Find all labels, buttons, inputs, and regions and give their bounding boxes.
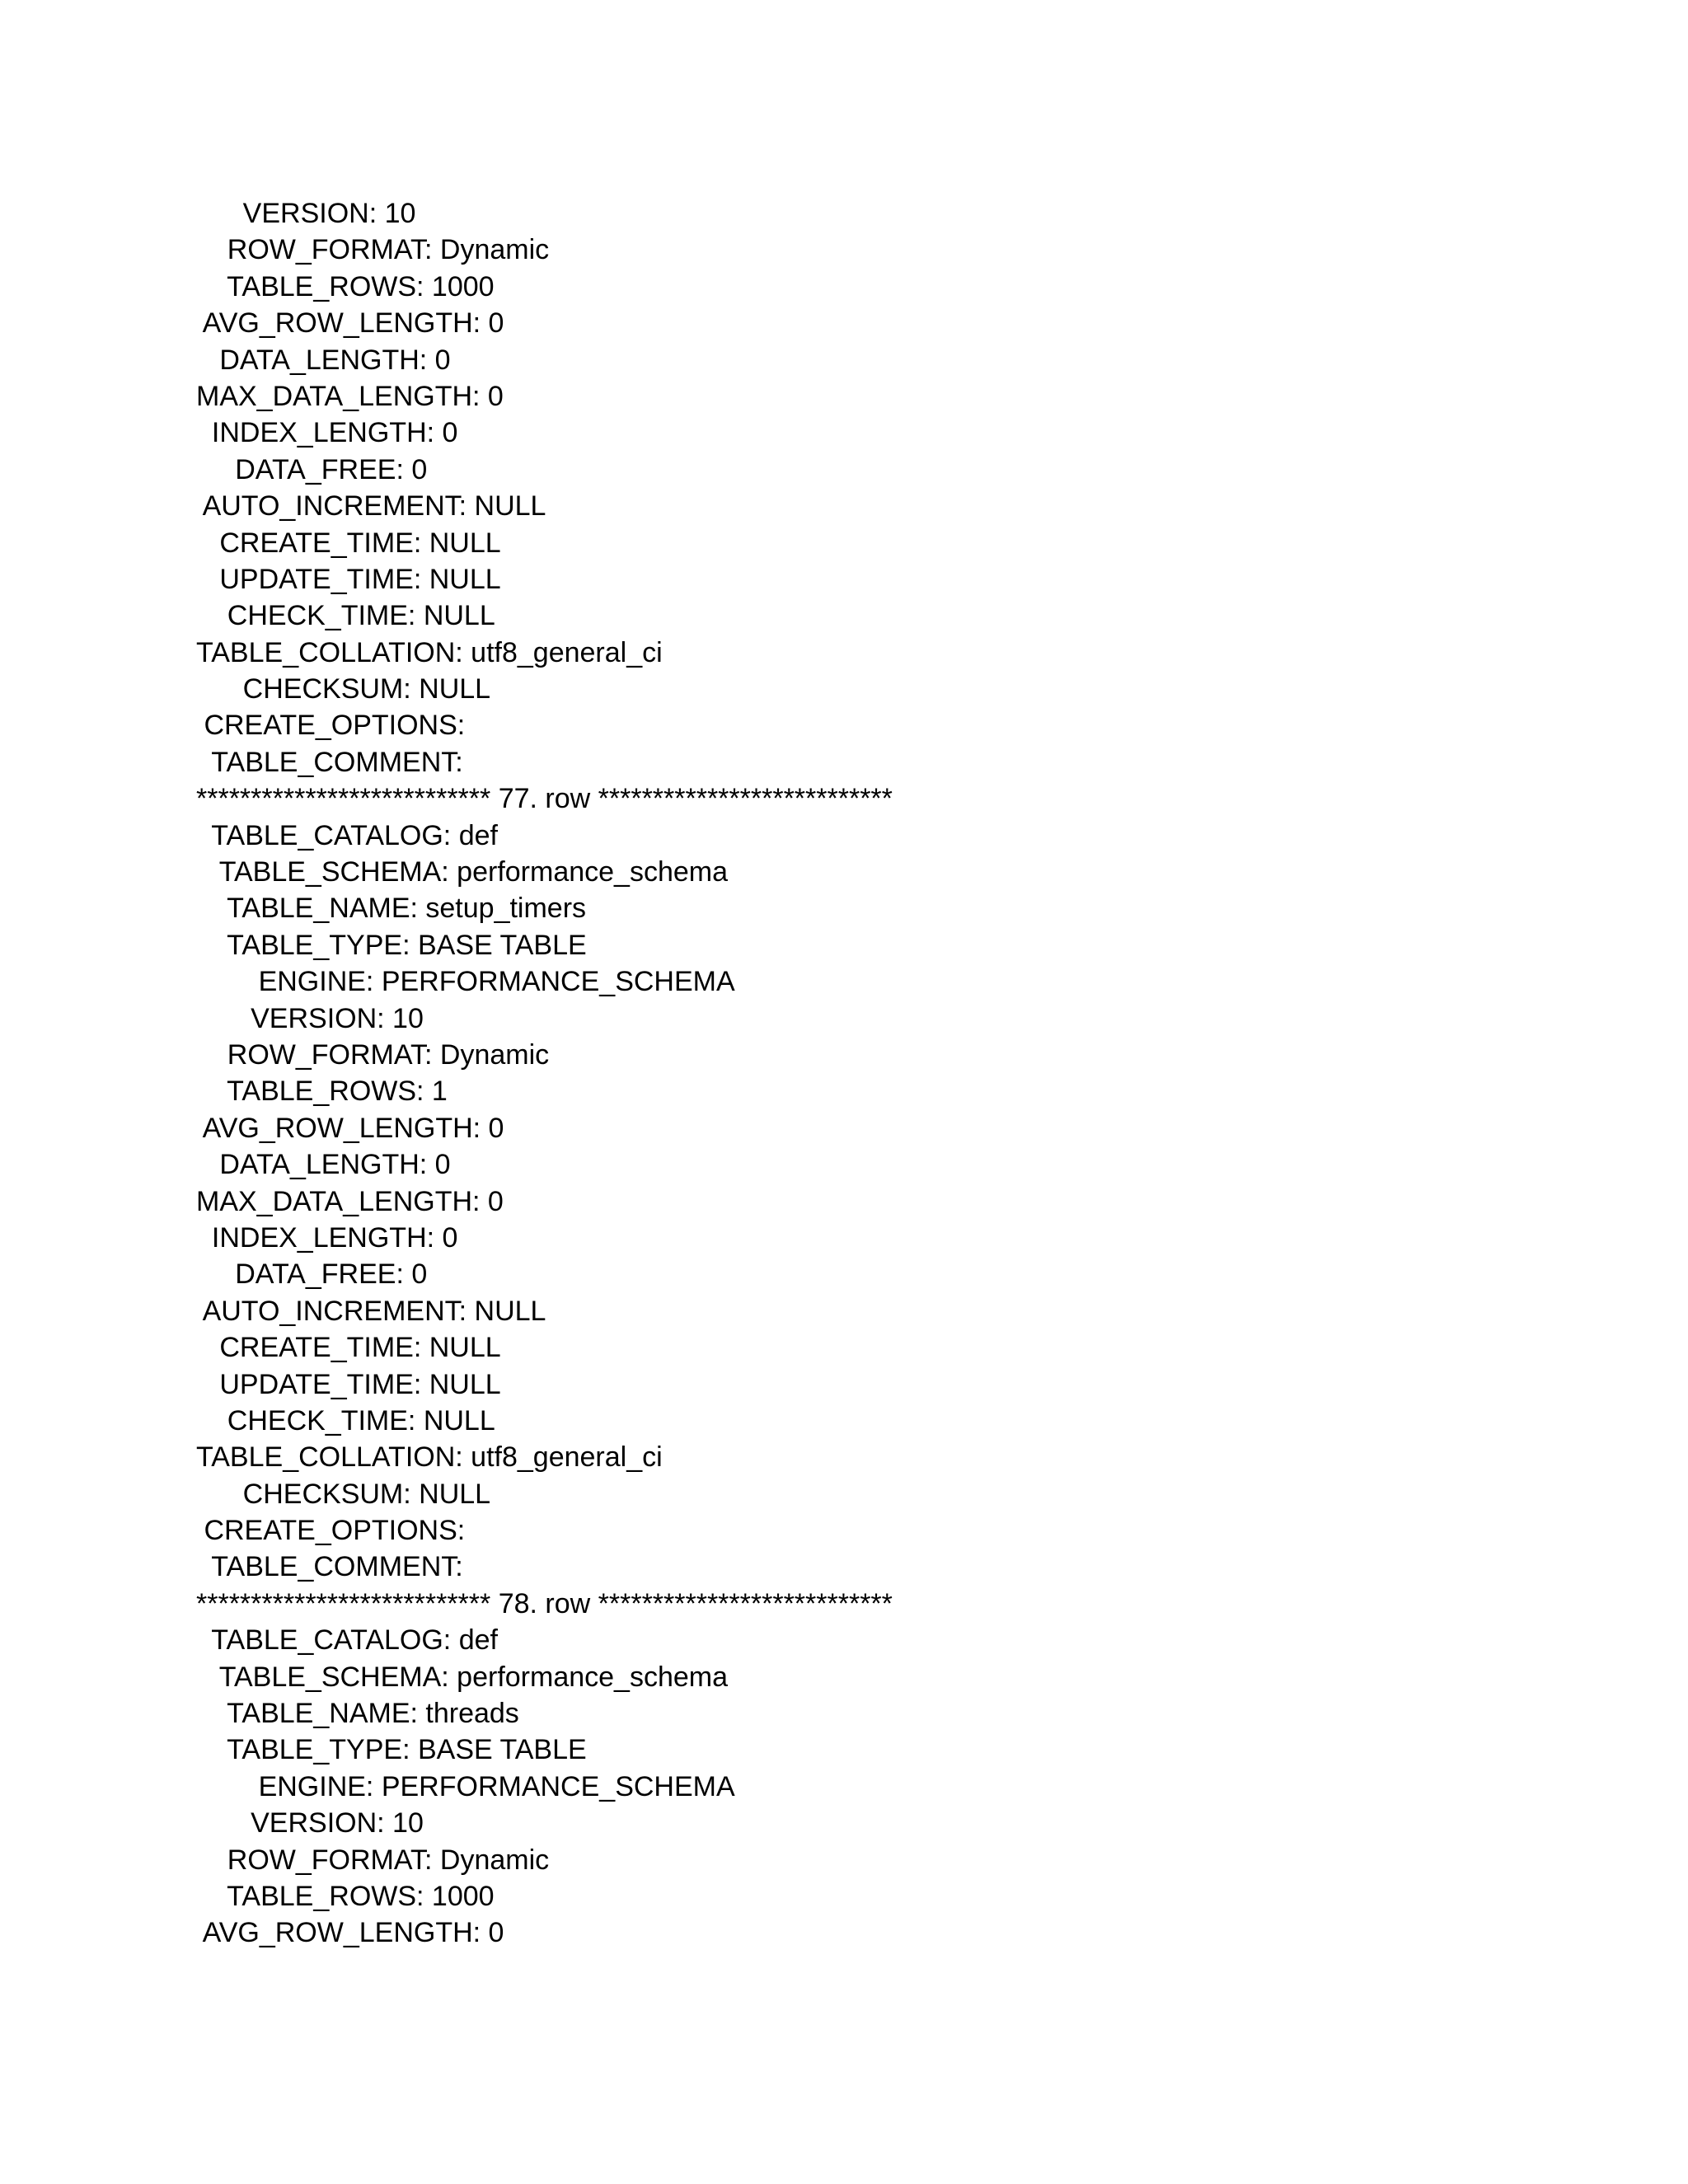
text-line: *************************** 78. row *************************** <box>196 1587 893 1619</box>
text-line: DATA_LENGTH: 0 <box>196 344 451 376</box>
text-line: DATA_FREE: 0 <box>196 453 428 485</box>
text-line: CHECKSUM: NULL <box>196 673 491 705</box>
text-line: UPDATE_TIME: NULL <box>196 1368 501 1400</box>
text-line: TABLE_TYPE: BASE TABLE <box>196 1734 587 1766</box>
text-line: MAX_DATA_LENGTH: 0 <box>196 1185 504 1217</box>
text-line: TABLE_NAME: threads <box>196 1698 519 1730</box>
text-line: AVG_ROW_LENGTH: 0 <box>196 1917 504 1949</box>
text-line: TABLE_COMMENT: <box>196 746 463 778</box>
text-line: CHECK_TIME: NULL <box>196 1404 495 1436</box>
text-line: TABLE_TYPE: BASE TABLE <box>196 929 587 961</box>
text-line: *************************** 77. row *************************** <box>196 783 893 815</box>
text-line: TABLE_CATALOG: def <box>196 1624 498 1657</box>
text-line: ENGINE: PERFORMANCE_SCHEMA <box>196 1770 735 1802</box>
text-line: TABLE_ROWS: 1000 <box>196 270 495 302</box>
text-line: TABLE_SCHEMA: performance_schema <box>196 856 729 888</box>
text-line: CHECKSUM: NULL <box>196 1478 491 1510</box>
text-content <box>196 195 1663 1952</box>
text-line: VERSION: 10 <box>196 1002 424 1034</box>
text-line: ROW_FORMAT: Dynamic <box>196 1844 550 1876</box>
text-line: ENGINE: PERFORMANCE_SCHEMA <box>196 966 735 998</box>
text-line: TABLE_COLLATION: utf8_general_ci <box>196 1441 663 1474</box>
text-line: UPDATE_TIME: NULL <box>196 563 501 595</box>
text-line: TABLE_COMMENT: <box>196 1551 463 1583</box>
text-line: INDEX_LENGTH: 0 <box>196 417 458 449</box>
text-line: TABLE_NAME: setup_timers <box>196 893 587 925</box>
text-line: TABLE_COLLATION: utf8_general_ci <box>196 636 663 668</box>
text-line: AUTO_INCREMENT: NULL <box>196 1295 546 1327</box>
text-line: CREATE_OPTIONS: <box>196 710 466 742</box>
text-line: TABLE_ROWS: 1000 <box>196 1880 495 1912</box>
text-line: MAX_DATA_LENGTH: 0 <box>196 380 504 412</box>
text-line: CREATE_OPTIONS: <box>196 1515 466 1547</box>
text-line: CREATE_TIME: NULL <box>196 1332 501 1364</box>
text-line: VERSION: 10 <box>196 198 416 229</box>
text-line: TABLE_ROWS: 1 <box>196 1076 448 1108</box>
text-line: INDEX_LENGTH: 0 <box>196 1221 458 1254</box>
text-line: ROW_FORMAT: Dynamic <box>196 234 550 266</box>
text-line: DATA_LENGTH: 0 <box>196 1149 451 1181</box>
text-line: DATA_FREE: 0 <box>196 1258 428 1291</box>
text-line: CREATE_TIME: NULL <box>196 527 501 559</box>
text-line: AUTO_INCREMENT: NULL <box>196 490 546 523</box>
text-line: VERSION: 10 <box>196 1807 424 1840</box>
text-line: CHECK_TIME: NULL <box>196 600 495 632</box>
text-line: TABLE_SCHEMA: performance_schema <box>196 1661 729 1693</box>
text-line: AVG_ROW_LENGTH: 0 <box>196 307 504 340</box>
text-line: AVG_ROW_LENGTH: 0 <box>196 1112 504 1144</box>
text-line: ROW_FORMAT: Dynamic <box>196 1038 550 1071</box>
text-line: TABLE_CATALOG: def <box>196 819 498 851</box>
